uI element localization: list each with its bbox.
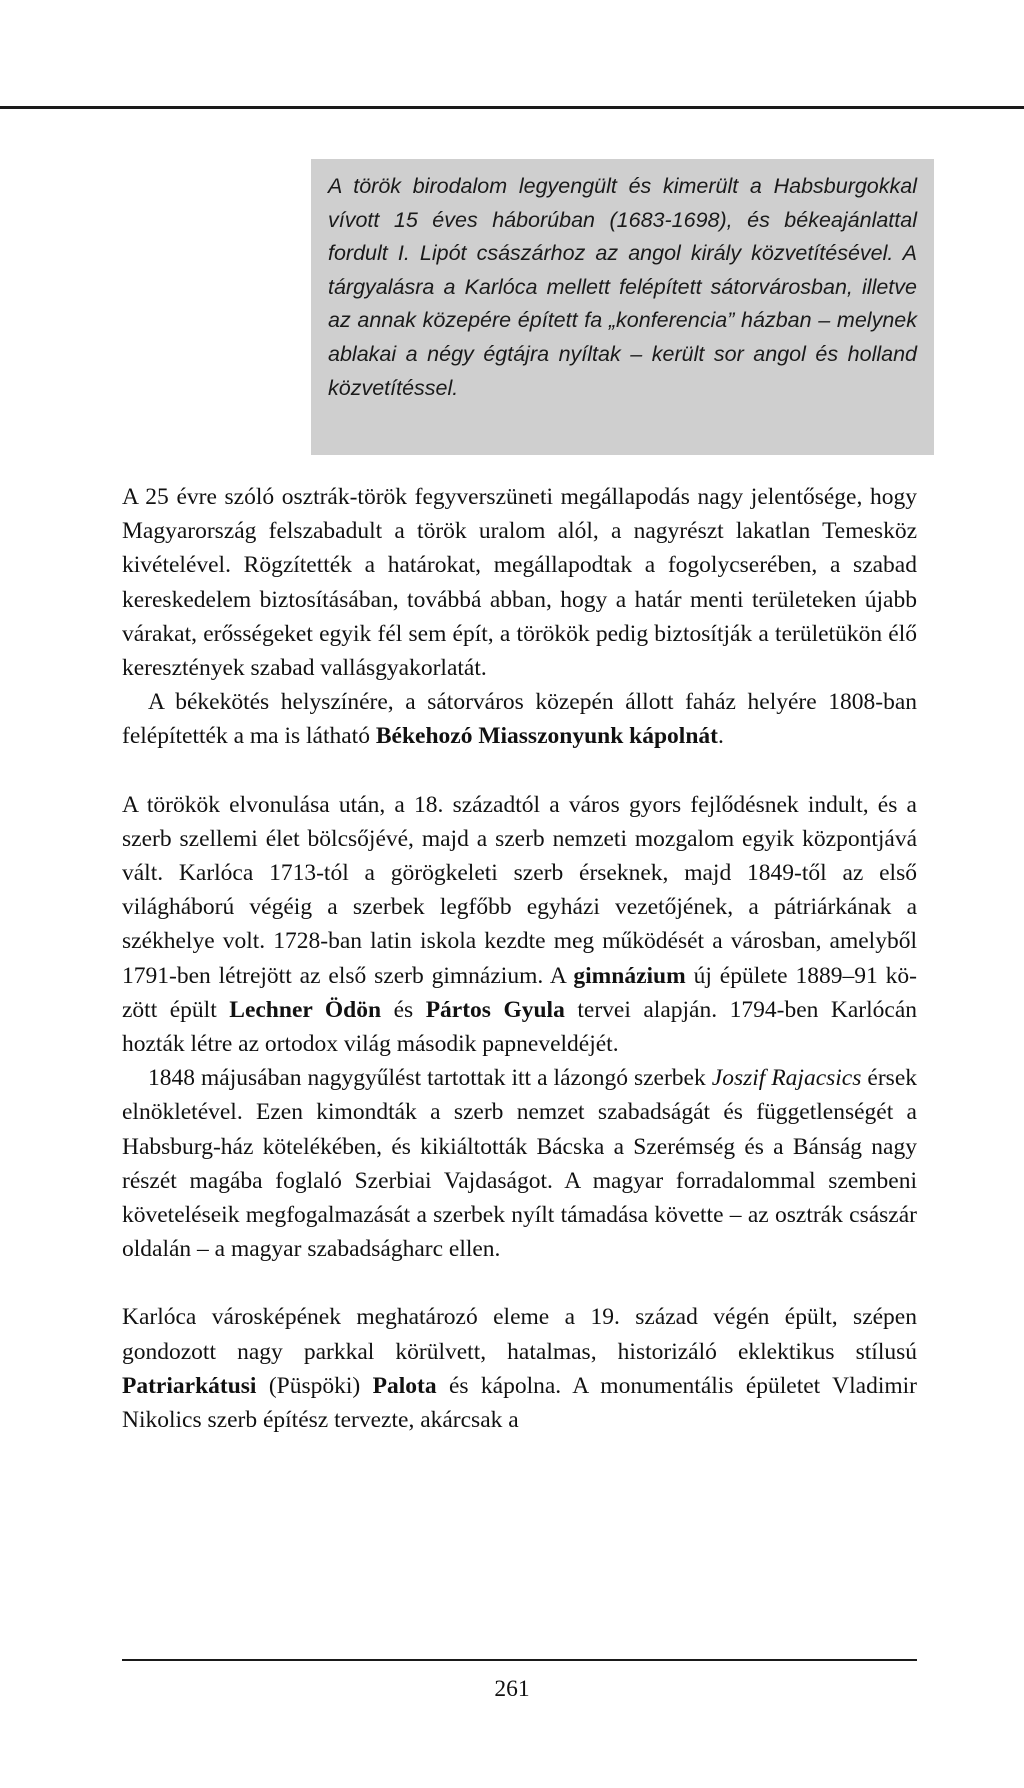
paragraph-5-text-a: Karlóca városképének meghatározó eleme a 19. század végén épült, szépen gondozott nagy parkkal körülvett, hatalmas, historizáló eklektikus stílusú [122, 1304, 917, 1365]
paragraph-2 [122, 685, 917, 753]
gymnasium-term: gimnázium [573, 962, 686, 989]
callout-box [311, 159, 934, 455]
paragraph-3-text-e: és [381, 996, 426, 1023]
architect-lechner: Lechner Ödön [229, 996, 382, 1023]
paragraph-3 [122, 788, 917, 1062]
architect-partos: Pártos Gyula [425, 996, 565, 1023]
paragraph-2-text: A békekötés helyszínére, a sátorváros közepén állott faház helyére 1808-ban felépítették a ma is látható [122, 689, 917, 750]
paragraph-3-text-a: A törökök elvonulása után, a 18. századtól a város gyors fejlődésnek indult, és a szerb szellemi élet bölcsőjévé, majd a szerb nemzeti mozgalom egyik központjává vált. Karlóca 1713-tól a görögkeleti szerb érseknek, majd 1849-től az első világháború végéig a szerbek legfőbb egyházi vezetőjének, a pátriárkának a székhelye volt. 1728-ban latin iskola kezdte meg működését a városban, amelyből 1791-ben létrejött az első szerb gimnázium. A [122, 791, 917, 989]
paragraph-4-text-c: érsek elnökletével. Ezen kimondták a szerb nemzet szabadságát és függetlenségét a Habsburg-ház kötelékében, és kikiáltották Bácska a Szerémség és a Bánság nagy részét magába foglaló Szerbiai Vajdaságot. A magyar forradalommal szembeni követeléseik megfogalmazását a szerbek nyílt támadása követte – az osztrák császár oldalán – a magyar szabadságharc ellen. [122, 1065, 918, 1263]
bottom-rule [122, 1659, 917, 1661]
body-text [122, 480, 917, 1437]
patriarchate-term: Patriarkátusi [122, 1372, 257, 1399]
palace-term: Palota [372, 1372, 437, 1399]
paragraph-3-text-c: új épülete 1889–91 között épült [122, 962, 917, 1023]
paragraph-1: A 25 évre szóló osztrák-török fegyverszüneti megállapodás nagy jelentősége, hogy Magyarország felszabadult a török uralom alól, a nagyrészt lakatlan Temesköz kivételével. Rögzítették a határokat, megállapodtak a fogolycserében, a szabad kereskedelem biztosításában, továbbá abban, hogy a határ menti területeken újabb várakat, erősségeket egyik fél sem épít, a törökök pedig biztosítják a területükön élő keresztények szabad vallásgyakorlatát. [122, 484, 917, 682]
paragraph-2-end: . [717, 723, 724, 750]
paragraph-5-text-c: (Püspöki) [256, 1372, 373, 1399]
archbishop-name: Joszif Rajacsics [711, 1065, 862, 1092]
top-rule [0, 106, 1024, 109]
paragraph-3-text-g: tervei alapján. 1794-ben Karlócán hozták létre az ortodox világ második papneveldéjét. [122, 996, 918, 1058]
chapel-name: Békehozó Miasszonyunk kápolnát [375, 723, 718, 750]
page-number: 261 [494, 1676, 530, 1702]
paragraph-4 [122, 1061, 917, 1266]
paragraph-5 [122, 1300, 917, 1437]
paragraph-5-text-e: és kápolna. A monumentális épületet Vladimir Nikolics szerb építész tervezte, akárcsak a [122, 1372, 917, 1434]
paragraph-4-text-a: 1848 májusában nagygyűlést tartottak itt a lázongó szerbek [148, 1065, 712, 1092]
callout-text: A török birodalom legyengült és kimerült a Habsburgokkal vívott 15 éves háborúban (1683-1698), és békeajánlattal fordult I. Lipót császárhoz az angol király közvetítésével. A tárgyalásra a Karlóca mellett felépített sátorvárosban, illetve az annak közepére épített fa „konferencia” házban – melynek ablakai a négy égtájra nyíltak – került sor angol és holland közvetítéssel. [328, 174, 917, 400]
